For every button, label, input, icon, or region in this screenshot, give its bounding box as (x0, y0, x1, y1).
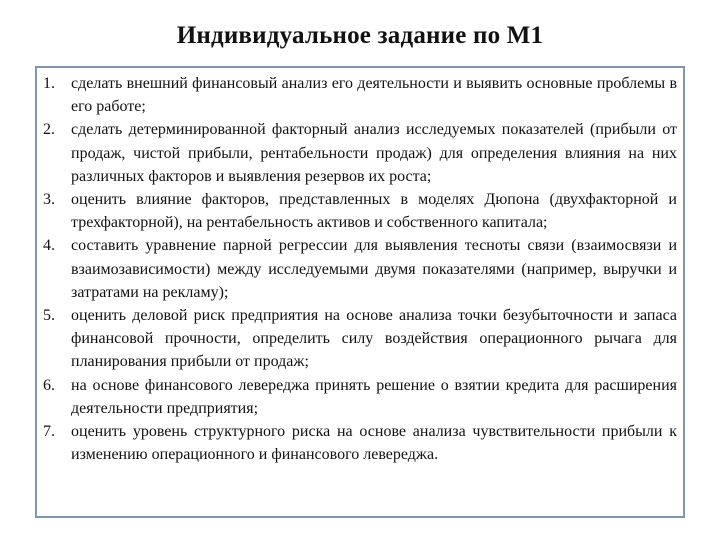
list-item-number: 2. (43, 121, 55, 139)
list-item (43, 374, 677, 420)
list-item-text: оценить влияние факторов, представленных в моделях Дюпона (двухфакторной и трехфакторной), на рентабельность активов и собственного капитала; (71, 191, 677, 232)
slide-title: Индивидуальное задание по М1 (176, 22, 544, 49)
list-item-text: оценить уровень структурного риска на основе анализа чувствительности прибыли к изменению операционного и финансового левереджа. (71, 423, 677, 464)
list-item-text: сделать внешний финансовый анализ его деятельности и выявить основные проблемы в его работе; (71, 75, 677, 116)
list-item (43, 420, 677, 466)
list-item-number: 7. (43, 423, 55, 441)
list-item (43, 72, 677, 118)
list-item-text: сделать детерминированной факторный анализ исследуемых показателей (прибыли от продаж, чистой прибыли, рентабельности продаж) для определения влияния на них различных факторов и выявления резервов их роста; (71, 121, 677, 185)
list-item-text: на основе финансового левереджа принять решение о взятии кредита для расширения деятельности предприятия; (71, 376, 677, 417)
list-item (43, 188, 677, 234)
list-item (43, 118, 677, 188)
list-item-text: оценить деловой риск предприятия на основе анализа точки безубыточности и запаса финансовой прочности, определить силу воздействия операционного рычага для планирования прибыли от продаж; (71, 307, 677, 371)
list-item-number: 1. (43, 75, 55, 92)
list-item-number: 3. (43, 191, 55, 209)
task-list-box (35, 66, 685, 518)
task-list (43, 72, 677, 466)
list-item (43, 234, 677, 304)
list-item-number: 5. (43, 307, 55, 325)
list-item-number: 4. (43, 237, 55, 255)
list-item (43, 304, 677, 374)
list-item-text: составить уравнение парной регрессии для выявления тесноты связи (взаимосвязи и взаимозависимости) между исследуемыми двумя показателями (например, выручки и затратами на рекламу); (71, 237, 677, 301)
list-item-number: 6. (43, 376, 55, 394)
